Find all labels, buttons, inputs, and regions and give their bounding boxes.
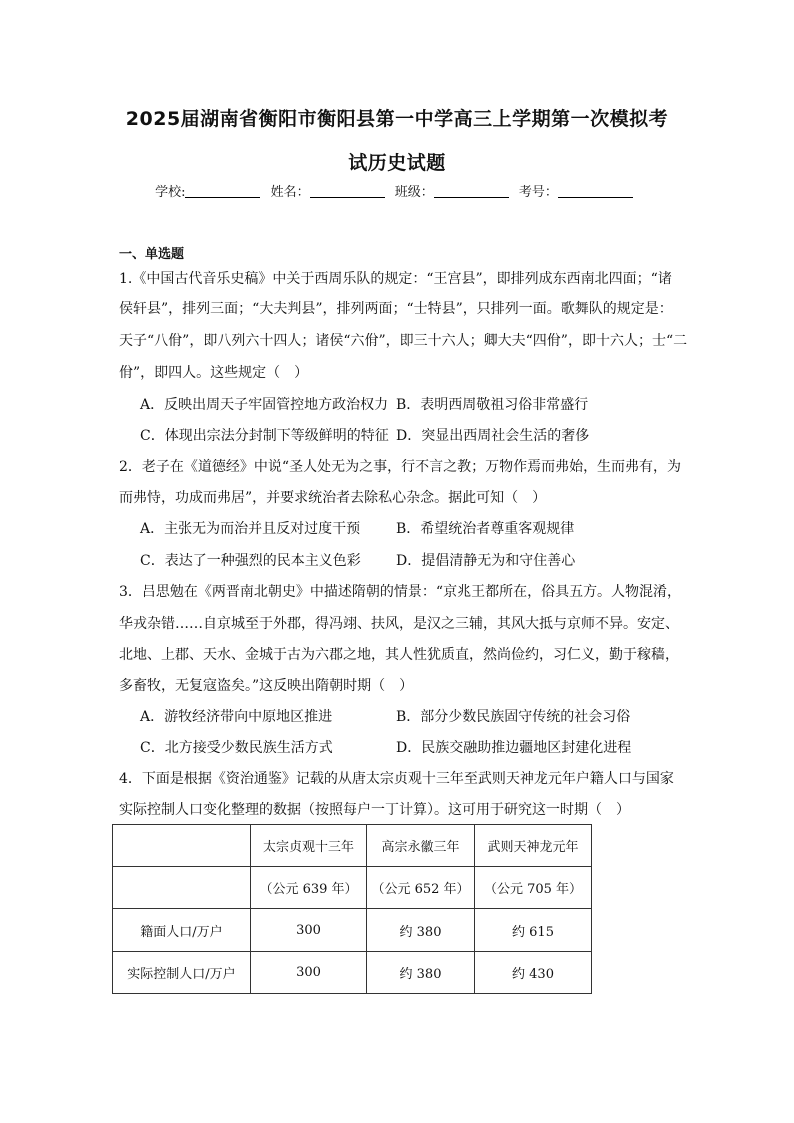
table-row <box>113 952 592 994</box>
q1-option-b[interactable]: B．表明西周敬祖习俗非常盛行 <box>396 397 589 413</box>
exam-title-line2: 试历史试题 <box>348 152 446 174</box>
q3-line-1: 3．吕思勉在《两晋南北朝史》中描述隋朝的情景：“京兆王都所在，俗具五方。人物混淆， <box>119 584 682 600</box>
table-row <box>113 909 592 952</box>
exam-title-line1: 2025届湖南省衡阳市衡阳县第一中学高三上学期第一次模拟考 <box>125 108 669 130</box>
table-header-cell: 高宗永徽三年 <box>367 825 475 867</box>
q3-option-b[interactable]: B．部分少数民族固守传统的社会习俗 <box>396 709 631 725</box>
q1-option-a[interactable]: A．反映出周天子牢固管控地方政治权力 <box>140 397 389 413</box>
q3-line-3: 北地、上郡、天水、金城于古为六郡之地，其人性犹质直，然尚俭约，习仁义，勤于稼穑， <box>119 647 679 663</box>
q3-option-d[interactable]: D．民族交融助推边疆地区封建化进程 <box>396 740 632 756</box>
table-row-label: 籍面人口/万户 <box>113 909 251 952</box>
school-blank[interactable] <box>185 185 260 198</box>
q1-line-3: 天子“八佾”，即八列六十四人；诸侯“六佾”，即三十六人；卿大夫“四佾”，即十六人；士“二 <box>119 333 688 349</box>
table-cell: 约 430 <box>475 952 592 994</box>
q1-option-c[interactable]: C．体现出宗法分封制下等级鲜明的特征 <box>140 428 389 444</box>
q3-line-4: 多畜牧，无复寇盗矣。”这反映出隋朝时期（ ） <box>119 678 414 694</box>
table-cell: 约 380 <box>367 952 475 994</box>
q4-line-1: 4．下面是根据《资治通鉴》记载的从唐太宗贞观十三年至武则天神龙元年户籍人口与国家 <box>119 771 674 787</box>
class-label: 班级： <box>394 185 434 200</box>
population-table <box>112 824 592 994</box>
q3-option-a[interactable]: A．游牧经济带向中原地区推进 <box>140 709 333 725</box>
table-row <box>113 825 592 867</box>
q2-line-2: 而弗恃，功成而弗居”，并要求统治者去除私心杂念。据此可知（ ） <box>119 490 547 506</box>
student-info-row <box>0 181 794 200</box>
table-cell <box>113 867 251 909</box>
q4-line-2: 实际控制人口变化整理的数据（按照每户一丁计算）。这可用于研究这一时期（ ） <box>119 802 630 818</box>
name-blank[interactable] <box>310 185 385 198</box>
table-header-cell: （公元 705 年） <box>475 867 592 909</box>
table-cell: 约 380 <box>367 909 475 952</box>
table-header-cell: （公元 652 年） <box>367 867 475 909</box>
q1-line-4: 佾”，即四人。这些规定（ ） <box>119 365 309 381</box>
name-label: 姓名： <box>270 185 310 200</box>
q1-line-2: 侯轩县”，排列三面；“大夫判县”，排列两面；“士特县”，只排列一面。歌舞队的规定是： <box>119 301 673 317</box>
q1-option-d[interactable]: D．突显出西周社会生活的奢侈 <box>396 428 590 444</box>
q2-option-c[interactable]: C．表达了一种强烈的民本主义色彩 <box>140 553 361 569</box>
table-cell: 300 <box>251 952 367 994</box>
table-header-cell: 武则天神龙元年 <box>475 825 592 867</box>
exam-number-blank[interactable] <box>558 185 633 198</box>
table-header-cell: 太宗贞观十三年 <box>251 825 367 867</box>
q2-line-1: 2．老子在《道德经》中说“圣人处无为之事，行不言之教；万物作焉而弗始，生而弗有，为 <box>119 459 682 475</box>
table-header-cell: （公元 639 年） <box>251 867 367 909</box>
table-cell: 约 615 <box>475 909 592 952</box>
table-cell: 300 <box>251 909 367 952</box>
school-label: 学校: <box>155 185 186 200</box>
table-cell <box>113 825 251 867</box>
exam-number-label: 考号： <box>518 185 558 200</box>
q3-line-2: 华戎杂错……自京城至于外郡，得冯翊、扶风，是汉之三辅，其风大抵与京师不异。安定、 <box>119 616 679 632</box>
q2-option-b[interactable]: B．希望统治者尊重客观规律 <box>396 521 575 537</box>
q1-line-1: 1.《中国古代音乐史稿》中关于西周乐队的规定：“王宫县”，即排列成东西南北四面；“诸 <box>119 271 672 287</box>
q3-option-c[interactable]: C．北方接受少数民族生活方式 <box>140 740 333 756</box>
q2-option-d[interactable]: D．提倡清静无为和守住善心 <box>396 553 576 569</box>
table-row <box>113 867 592 909</box>
q2-option-a[interactable]: A．主张无为而治并且反对过度干预 <box>140 521 361 537</box>
table-row-label: 实际控制人口/万户 <box>113 952 251 994</box>
section-heading: 一、单选题 <box>119 247 185 262</box>
class-blank[interactable] <box>434 185 509 198</box>
